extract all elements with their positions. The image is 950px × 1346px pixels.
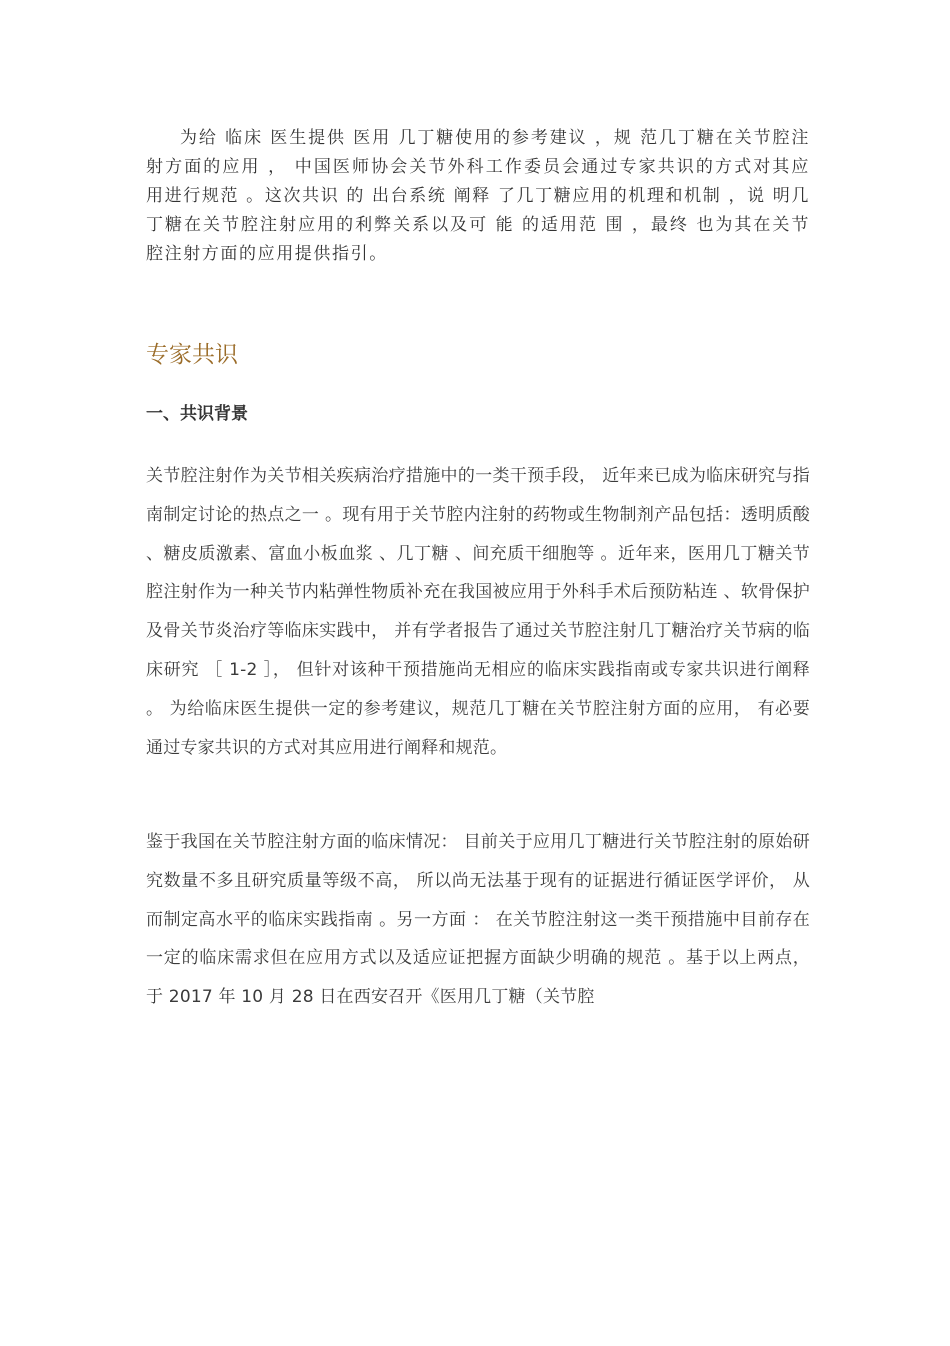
- subsection-title: 一、共识背景: [146, 404, 248, 424]
- intro-paragraph: 为给 临床 医生提供 医用 几丁糖使用的参考建议 ，规 范几丁糖在关节腔注射方面的应用 ， 中国医师协会关节外科工作委员会通过专家共识的方式对其应用进行规范 。这次共识 的 出台系统 阐释 了几丁糖应用的机理和机制 ，说 明几丁糖在关节腔注射应用的利弊关系以及可 能 的适用范 围 ，最终 也为其在关节腔注射方面的应用提供指引。: [146, 128, 810, 264]
- section-title: 专家共识: [146, 342, 238, 368]
- body-paragraph-background: 关节腔注射作为关节相关疾病治疗措施中的一类干预手段， 近年来已成为临床研究与指南制定讨论的热点之一 。现有用于关节腔内注射的药物或生物制剂产品包括：透明质酸 、糖皮质激素、富血小板血浆 、几丁糖 、间充质干细胞等 。近年来，医用几丁糖关节腔注射作为一种关节内粘弹性物质补充在我国被应用于外科手术后预防粘连 、软骨保护及骨关节炎治疗等临床实践中， 并有学者报告了通过关节腔注射几丁糖治疗关节病的临床研究 ［ 1-2 ］， 但针对该种干预措施尚无相应的临床实践指南或专家共识进行阐释 。 为给临床医生提供一定的参考建议，规范几丁糖在关节腔注射方面的应用， 有必要通过专家共识的方式对其应用进行阐释和规范。: [146, 466, 810, 758]
- body-paragraph-clinical-situation: 鉴于我国在关节腔注射方面的临床情况： 目前关于应用几丁糖进行关节腔注射的原始研究数量不多且研究质量等级不高， 所以尚无法基于现有的证据进行循证医学评价， 从而制定高水平的临床实践指南 。另一方面 ： 在关节腔注射这一类干预措施中目前存在一定的临床需求但在应用方式以及适应证把握方面缺少明确的规范 。基于以上两点， 于 2017 年 10 月 28 日在西安召开《医用几丁糖（关节腔: [146, 832, 810, 1008]
